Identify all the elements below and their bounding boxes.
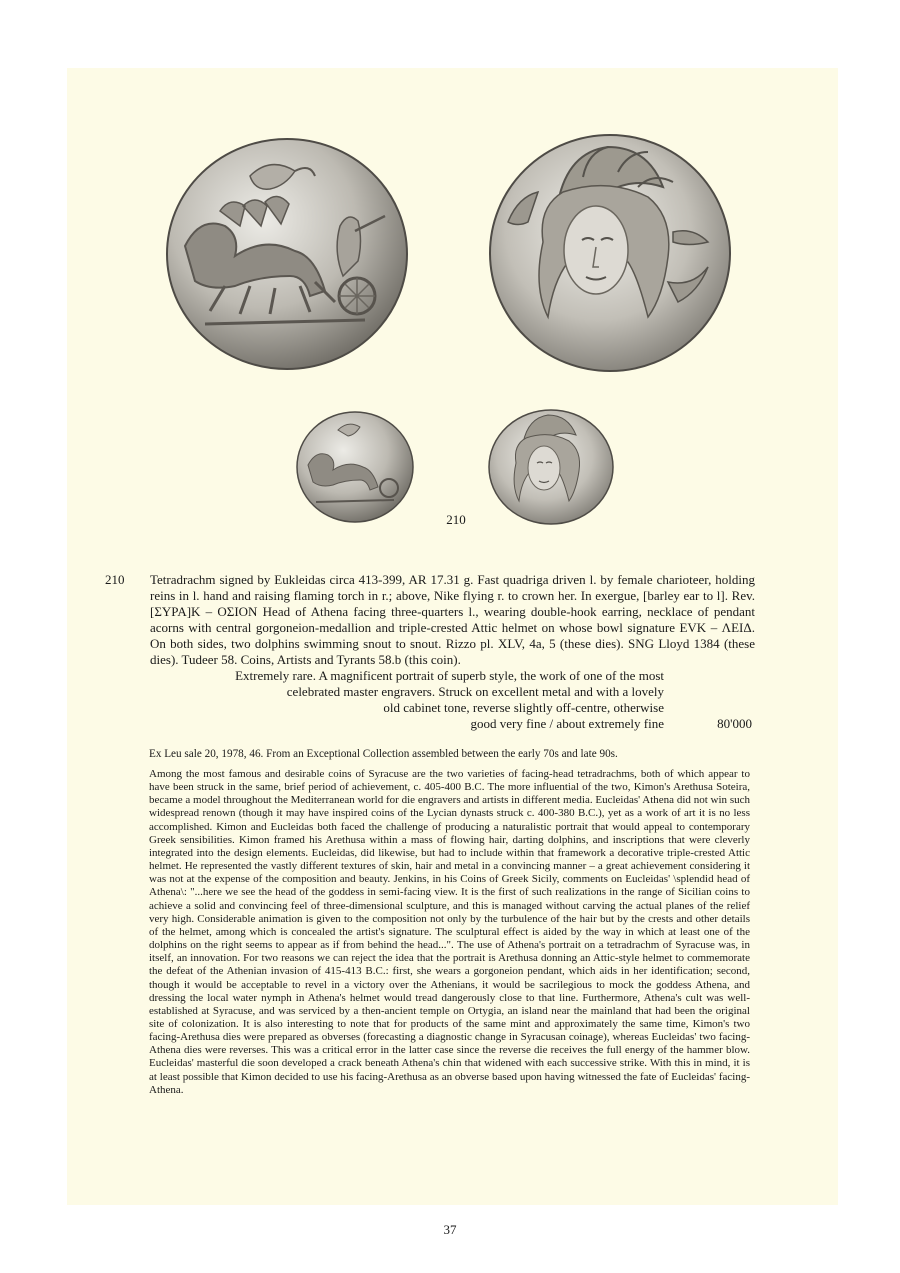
obverse-coin-small [296,410,414,524]
estimate-price: 80'000 [717,716,752,731]
athena-head-image [488,132,732,374]
obverse-coin-large [165,136,409,372]
lot-number: 210 [105,572,125,587]
lot-assessment [105,668,755,732]
assessment-line-2: celebrated master engravers. Struck on excellent metal and with a lovely [286,684,664,699]
assessment-line-1: Extremely rare. A magnificent portrait of superb style, the work of one of the most [235,668,664,683]
quadriga-chariot-small-image [296,410,414,524]
reverse-coin-small [488,408,614,526]
quadriga-chariot-image [165,136,409,372]
lot-number-caption: 210 [446,512,466,527]
assessment-line-4: good very fine / about extremely fine [470,716,664,731]
reverse-coin-large [488,132,732,374]
assessment-line-3: old cabinet tone, reverse slightly off-centre, otherwise [383,700,664,715]
page-number: 37 [443,1222,457,1237]
provenance-note: Ex Leu sale 20, 1978, 46. From an Exceptional Collection assembled between the early 70s and late 90s. [149,748,618,760]
lot-description-text: Tetradrachm signed by Eukleidas circa 413-399, AR 17.31 g. Fast quadriga driven l. by female charioteer, holding reins in l. hand and raising flaming torch in r.; above, Nike flying r. to crown her. In exergue, [barley ear to l]. Rev. [ΣΥΡΑ]Κ – ΟΣΙΟΝ Head of Athena facing three-quarters l., wearing double-hook earring, necklace of pendant acorns with central gorgoneion-medallion and triple-crested Attic helmet on whose bowl signature EVK – ΛΕΙΔ. On both sides, two dolphins swimming snout to snout. Rizzo pl. XLV, 4a, 5 (these dies). SNG Lloyd 1384 (these dies). Tudeer 58. Coins, Artists and Tyrants 58.b (this coin). [150,572,755,667]
athena-head-small-image [488,408,614,526]
lot-essay: Among the most famous and desirable coins of Syracuse are the two varieties of facing-head tetradrachms, both of which appear to have been struck in the same, brief period of achievement, c. 405-400 B.C. The more influential of the two, Kimon's Arethusa Soteira, became a model throughout the Mediterranean world for die engravers and artists in different media. Eucleidas' Athena did not win such widespread renown (though it may have inspired coins of the Lycian dynasts struck c. 400-380 B.C.), yet as a work of art it is no less accomplished. Kimon and Eucleidas both faced the challenge of producing a naturalistic portrait that would appeal to contemporary Greek sensibilities. Kimon framed his Arethusa within a mass of flowing hair, darting dolphins, and inscriptions that were cleverly integrated into the design elements. Eucleidas, did likewise, but had to include within that framework a decorative triple-crested Attic helmet. He represented the vastly different textures of skin, hair and metal in a convincing manner – a great achievement considering it was not at the expense of the composition and beauty. Jenkins, in his Coins of Greek Sicily, comments on Eucleidas' \splendid head of Athena\: "...here we see the head of the goddess in semi-facing view. It is the first of such realizations in the range of Sicilian coins to achieve a solid and convincing feel of three-dimensional sculpture, and this is managed without carving the actual planes of the relief very high. Considerable animation is given to the composition not only by the turbulence of the hair but by the crests and other details of the helmet, among which is concealed the artist's signature. The sculptural effect is aided by the way in which at least one of the dolphins on the right seems to appear as if from behind the head...". The use of Athena's portrait on a tetradrachm of Syracuse was, in itself, an innovation. For two reasons we can reject the idea that the portrait is Arethusa donning an Attic-style helmet to commemorate the defeat of the Athenian invasion of 415-413 B.C.: first, she wears a gorgoneion pendant, which aids in her identification; second, though it would be acceptable to revel in a victory over the Athenians, it would be sacrilegious to mock the goddess Athena, and dressing the local water nymph in Athena's helmet would tread dangerously close to that line. Furthermore, Athena's cult was well-established at Syracuse, and was serviced by a then-ancient temple on Ortygia, an island near the mainland that had been the original site of colonization. It is also interesting to note that for products of the same mint and approximately the same time, Kimon's two facing-Arethusa dies were prepared as obverses (forecasting a diagnostic change in Syracusan coinage), whereas Eucleidas' two facing-Athena dies were reverses. This was a critical error in the latter case since the reverse die receives the full energy of the hammer blow. Eucleidas' masterful die soon developed a crack beneath Athena's chin that widened with each successive strike. With this in mind, it is at least possible that Kimon decided to use his facing-Arethusa as an obverse based upon having witnessed the fate of Eucleidas' facing-Athena. [149,768,750,1096]
